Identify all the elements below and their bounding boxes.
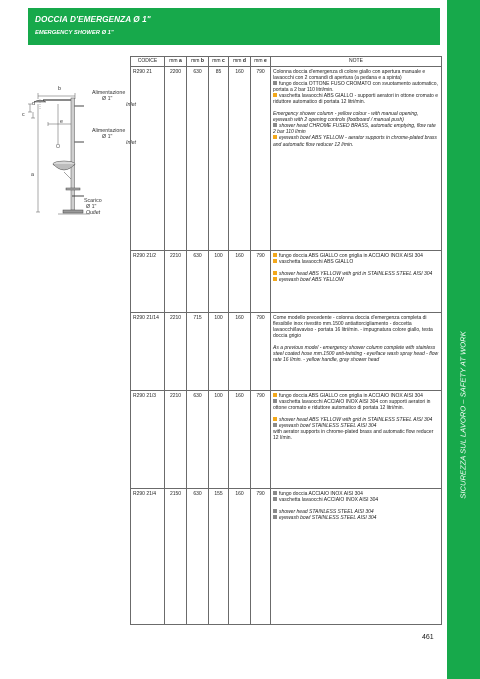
note-text: fungo doccia ACCIAIO INOX AISI 304 xyxy=(279,490,363,497)
cell-note xyxy=(271,391,442,489)
table-row xyxy=(131,391,442,489)
note-line xyxy=(273,315,439,339)
note-text: vaschetta lavaocchi ABS GIALLO - supporti aeratori in ottone cromato e riduttore automatico di portata 12 litri/min. xyxy=(273,92,438,105)
grey-marker-icon xyxy=(273,491,277,495)
yellow-marker-icon xyxy=(273,253,277,257)
dim-e-label: e xyxy=(60,119,63,125)
section-subtitle: EMERGENCY SHOWER Ø 1" xyxy=(35,30,114,36)
table-row xyxy=(131,313,442,391)
note-text: eyewash bowl ABS YELLOW - aerator supports in chrome-plated brass and automatic flow reducer 12 l/min. xyxy=(273,135,437,148)
cell-b: 630 xyxy=(187,489,209,625)
note-line xyxy=(273,123,439,135)
grey-marker-icon xyxy=(273,123,277,127)
yellow-marker-icon xyxy=(273,277,277,281)
cell-c: 85 xyxy=(209,67,229,251)
cell-a: 2210 xyxy=(165,313,187,391)
yellow-marker-icon xyxy=(273,393,277,397)
cell-note xyxy=(271,67,442,251)
outlet-en: Outlet xyxy=(86,210,101,216)
header-b: mm b xyxy=(187,57,209,67)
header-code: CODICE xyxy=(131,57,165,67)
note-line xyxy=(273,69,439,81)
grey-marker-icon xyxy=(273,399,277,403)
cell-code: R290 21/14 xyxy=(131,313,165,391)
yellow-marker-icon xyxy=(273,135,277,139)
cell-d: 160 xyxy=(229,391,251,489)
note-text: Colonna doccia d'emergenza di colore giallo con apertura manuale e lavaocchi con 2 comandi di apertura (a pedana e a spinta) xyxy=(273,68,426,81)
table-row xyxy=(131,489,442,625)
note-line xyxy=(273,515,439,521)
yellow-marker-icon xyxy=(273,417,277,421)
note-line xyxy=(273,277,439,283)
cell-code: R290 21/4 xyxy=(131,489,165,625)
yellow-marker-icon xyxy=(273,271,277,275)
note-text: vaschetta lavaocchi ABS GIALLO xyxy=(279,258,354,265)
cell-d: 160 xyxy=(229,489,251,625)
grey-marker-icon xyxy=(273,515,277,519)
cell-e: 790 xyxy=(251,313,271,391)
header-e: mm e xyxy=(251,57,271,67)
cell-d: 160 xyxy=(229,67,251,251)
note-text: As a previous model - emergency shower column complete with stainless steel coated hose mm.1500 anti-twisting - eye/face wash spray head - flow rate 16 l/min. - yellow handle, gray shower head xyxy=(273,344,439,364)
section-title: DOCCIA D'EMERGENZA Ø 1" xyxy=(35,15,151,24)
cell-e: 790 xyxy=(251,251,271,313)
cell-b: 715 xyxy=(187,313,209,391)
dim-d-label: d xyxy=(32,101,35,107)
dim-a-label: a xyxy=(31,172,34,178)
table-header-row xyxy=(131,57,442,67)
cell-e: 790 xyxy=(251,391,271,489)
note-line xyxy=(273,345,439,363)
cell-note xyxy=(271,251,442,313)
note-line xyxy=(273,111,439,123)
side-band xyxy=(447,0,480,679)
cell-a: 2200 xyxy=(165,67,187,251)
grey-marker-icon xyxy=(273,81,277,85)
cell-code: R290 21/2 xyxy=(131,251,165,313)
cell-e: 790 xyxy=(251,67,271,251)
note-line xyxy=(273,399,439,411)
note-text: eyewash bowl STAINLESS STEEL AISI 304 xyxy=(279,514,377,521)
note-line xyxy=(273,81,439,93)
header-d: mm d xyxy=(229,57,251,67)
grey-marker-icon xyxy=(273,497,277,501)
note-text: fungo doccia ABS GIALLO con griglia in ACCIAIO INOX AISI 304 xyxy=(279,252,423,259)
outlet-label xyxy=(84,198,102,216)
cell-a: 2150 xyxy=(165,489,187,625)
cell-b: 630 xyxy=(187,67,209,251)
note-text: shower head STAINLESS STEEL AISI 304 xyxy=(279,508,374,515)
note-text: shower head ABS YELLOW with grid in STAINLESS STEEL AISI 304 xyxy=(279,416,433,423)
cell-a: 2210 xyxy=(165,251,187,313)
specs-table xyxy=(130,56,442,625)
grey-marker-icon xyxy=(273,509,277,513)
dim-b-label: b xyxy=(58,86,61,92)
note-text: vaschetta lavaocchi ACCIAIO INOX AISI 304 con supporti aeratori in ottone cromato e riduttore automatico di portata 12 litri/min. xyxy=(273,398,431,411)
note-text: eyewash bowl ABS YELLOW xyxy=(279,276,344,283)
cell-e: 790 xyxy=(251,489,271,625)
side-band-text: SICUREZZA SUL LAVORO – SAFETY AT WORK xyxy=(458,331,468,499)
note-text: eyewash bowl STAINLESS STEEL AISI 304 xyxy=(279,422,377,429)
yellow-marker-icon xyxy=(273,259,277,263)
cell-c: 100 xyxy=(209,391,229,489)
table-body xyxy=(131,67,442,625)
header-c: mm c xyxy=(209,57,229,67)
cell-c: 100 xyxy=(209,251,229,313)
outlet-size: Ø 1" xyxy=(86,204,97,210)
yellow-marker-icon xyxy=(273,93,277,97)
cell-b: 630 xyxy=(187,251,209,313)
inlet-top-en: Inlet xyxy=(126,102,137,108)
note-line xyxy=(273,429,439,441)
section-header xyxy=(28,8,440,45)
outlet-it: Scarico xyxy=(84,198,102,204)
note-line xyxy=(273,135,439,147)
note-text: with aerator supports in chrome-plated brass and automatic flow reducer 12 l/min. xyxy=(273,428,434,442)
cell-c: 155 xyxy=(209,489,229,625)
table-row xyxy=(131,67,442,251)
note-text: shower head CHROME FUSED BRASS, automatic emptying, flow rate 2 bar 110 l/min xyxy=(273,123,436,136)
note-text: shower head ABS YELLOW with grid in STAINLESS STEEL AISI 304 xyxy=(279,270,433,277)
cell-a: 2210 xyxy=(165,391,187,489)
shower-diagram xyxy=(22,84,137,234)
cell-note xyxy=(271,489,442,625)
grey-marker-icon xyxy=(273,423,277,427)
cell-note xyxy=(271,313,442,391)
note-text: fungo doccia ABS GIALLO con griglia in ACCIAIO INOX AISI 304 xyxy=(279,392,423,399)
cell-b: 630 xyxy=(187,391,209,489)
cell-code: R290 21/3 xyxy=(131,391,165,489)
cell-c: 100 xyxy=(209,313,229,391)
dim-c-label: c xyxy=(22,112,25,118)
page-number: 461 xyxy=(422,634,434,641)
inlet-top-size: Ø 1" xyxy=(102,96,113,102)
note-text: Come modello precedente - colonna doccia d'emergenza completa di flessibile inox rivestito mm.1500 antiattorcigliamento - doccetta lavaocchi/lavaviso - portata 16 litri/min. - impugnatura colore giallo, testa doccia grigio xyxy=(273,314,433,339)
inlet-mid-it: Alimentazione xyxy=(92,128,126,134)
table-row xyxy=(131,251,442,313)
header-a: mm a xyxy=(165,57,187,67)
note-text: fungo doccia OTTONE FUSO CROMATO con svuotamento automatico, portata a 2 bar 110 litri/min. xyxy=(273,80,438,93)
cell-code: R290 21 xyxy=(131,67,165,251)
inlet-mid-size: Ø 1" xyxy=(102,134,113,140)
cell-d: 160 xyxy=(229,313,251,391)
note-line xyxy=(273,93,439,105)
header-note: NOTE xyxy=(271,57,442,67)
note-text: vaschetta lavaocchi ACCIAIO INOX AISI 304 xyxy=(279,496,379,503)
note-text: Emergency shower column - yellow colour - with manual opening, eyewash with 2 opening controls (footboard / manual push) xyxy=(273,111,419,124)
inlet-top-it: Alimentazione xyxy=(92,90,126,96)
cell-d: 160 xyxy=(229,251,251,313)
inlet-mid-en: Inlet xyxy=(126,140,137,146)
